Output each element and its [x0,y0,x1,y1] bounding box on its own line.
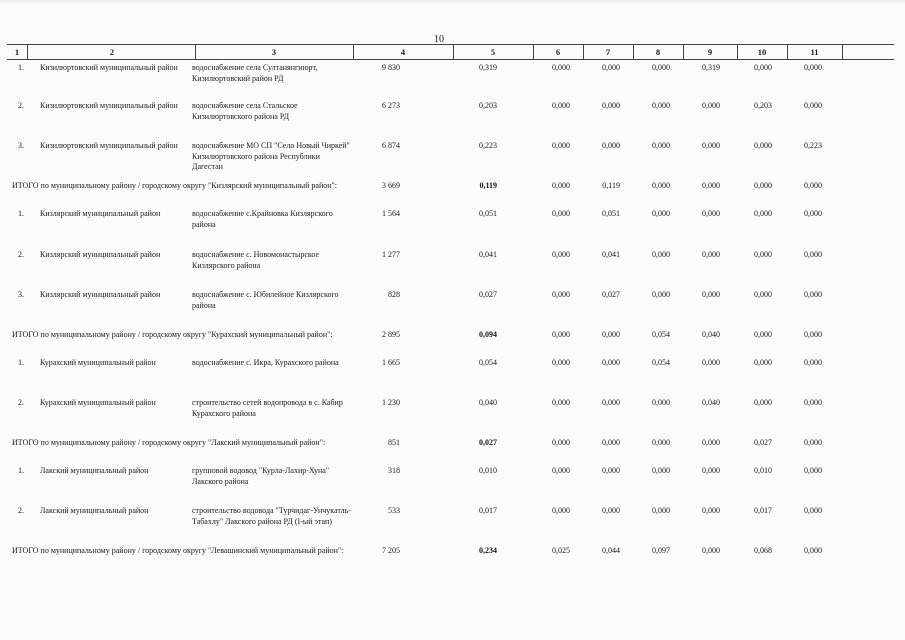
value-6: 0,000 [754,330,772,339]
col-header-4: 4 [400,47,406,57]
header-divider [453,44,454,59]
value-0: 1 277 [382,250,400,259]
value-3: 0,000 [602,438,620,447]
object-cell: водоснабжение с. Икра, Курахского района [192,358,339,367]
value-3: 0,119 [602,181,620,190]
value-0: 1 230 [382,398,400,407]
value-4: 0,000 [652,438,670,447]
value-0: 533 [388,506,400,515]
header-top-rule [7,44,894,45]
value-6: 0,000 [754,398,772,407]
header-divider [583,44,584,59]
value-2: 0,000 [552,290,570,299]
value-2: 0,000 [552,466,570,475]
district-cell: Кизлярский муниципальный район [40,290,161,299]
total-label: ИТОГО по муниципальному району / городскому округу "Левашинский муниципальный район": [12,546,344,555]
value-7: 0,000 [804,209,822,218]
value-3: 0,000 [602,101,620,110]
header-divider [787,44,788,59]
col-header-8: 8 [655,47,661,57]
row-number: 3. [18,141,24,150]
value-7: 0,000 [804,506,822,515]
value-0: 828 [388,290,400,299]
value-2: 0,000 [552,506,570,515]
value-5: 0,000 [702,438,720,447]
value-3: 0,027 [602,290,620,299]
district-cell: Кизилюртовский муниципальный район [40,101,178,110]
object-cell: водоснабжение села Султанянгиюрт, Кизилюртовский район РД [192,63,318,83]
value-5: 0,000 [702,466,720,475]
district-cell: Лакский муниципальный район [40,506,149,515]
scan-edge [0,0,905,4]
value-7: 0,000 [804,290,822,299]
value-5: 0,040 [702,398,720,407]
value-6: 0,017 [754,506,772,515]
object-cell: строительство сетей водопровода в с. Кабир Курахского района [192,398,343,418]
value-7: 0,000 [804,181,822,190]
header-divider [27,44,28,59]
value-0: 851 [388,438,400,447]
value-5: 0,000 [702,209,720,218]
value-5: 0,000 [702,358,720,367]
value-7: 0,223 [804,141,822,150]
value-0: 6 874 [382,141,400,150]
row-number: 2. [18,506,24,515]
value-4: 0,000 [652,101,670,110]
value-3: 0,000 [602,141,620,150]
value-0: 9 830 [382,63,400,72]
district-cell: Кизилюртовский муниципальный район [40,141,178,150]
value-0: 6 273 [382,101,400,110]
col-header-5: 5 [490,47,496,57]
header-divider [683,44,684,59]
row-number: 3. [18,290,24,299]
value-2: 0,000 [552,63,570,72]
value-0: 3 669 [382,181,400,190]
header-divider [633,44,634,59]
value-2: 0,025 [552,546,570,555]
value-1: 0,234 [479,546,497,555]
district-cell: Курахский муниципальный район [40,398,156,407]
value-1: 0,051 [479,209,497,218]
header-bottom-rule [7,59,894,60]
value-1: 0,041 [479,250,497,259]
value-0: 2 895 [382,330,400,339]
value-4: 0,000 [652,181,670,190]
value-4: 0,000 [652,63,670,72]
col-header-3: 3 [271,47,277,57]
col-header-7: 7 [605,47,611,57]
value-5: 0,000 [702,506,720,515]
header-divider [842,44,843,59]
value-6: 0,203 [754,101,772,110]
value-4: 0,000 [652,250,670,259]
value-2: 0,000 [552,181,570,190]
col-header-2: 2 [109,47,115,57]
row-number: 1. [18,63,24,72]
col-header-10: 10 [757,47,767,57]
value-3: 0,000 [602,506,620,515]
object-cell: водоснабжение с.Крайновка Кизлярского района [192,209,333,229]
value-3: 0,000 [602,466,620,475]
value-7: 0,000 [804,358,822,367]
row-number: 2. [18,250,24,259]
value-5: 0,040 [702,330,720,339]
value-6: 0,027 [754,438,772,447]
value-1: 0,040 [479,398,497,407]
value-4: 0,000 [652,506,670,515]
total-label: ИТОГО по муниципальному району / городскому округу "Курахский муниципальный район": [12,330,333,339]
value-7: 0,000 [804,438,822,447]
value-3: 0,000 [602,63,620,72]
value-1: 0,203 [479,101,497,110]
col-header-6: 6 [555,47,561,57]
value-5: 0,000 [702,141,720,150]
value-7: 0,000 [804,250,822,259]
value-7: 0,000 [804,398,822,407]
header-divider [353,44,354,59]
col-header-9: 9 [707,47,713,57]
value-7: 0,000 [804,101,822,110]
object-cell: групповой водовод "Курла-Лахир-Хуна" Лакского района [192,466,330,486]
value-1: 0,027 [479,290,497,299]
value-1: 0,319 [479,63,497,72]
value-0: 1 665 [382,358,400,367]
row-number: 1. [18,358,24,367]
value-4: 0,000 [652,209,670,218]
value-2: 0,000 [552,250,570,259]
value-0: 1 564 [382,209,400,218]
col-header-11: 11 [810,47,819,57]
value-1: 0,010 [479,466,497,475]
value-1: 0,094 [479,330,497,339]
page-number: 10 [434,34,444,45]
value-5: 0,000 [702,250,720,259]
value-1: 0,223 [479,141,497,150]
value-1: 0,017 [479,506,497,515]
col-header-1: 1 [14,47,20,57]
value-6: 0,000 [754,63,772,72]
value-4: 0,054 [652,358,670,367]
value-1: 0,027 [479,438,497,447]
value-0: 7 205 [382,546,400,555]
value-4: 0,000 [652,141,670,150]
value-5: 0,000 [702,290,720,299]
value-3: 0,041 [602,250,620,259]
object-cell: водоснабжение села Стальское Кизилюртовского района РД [192,101,298,121]
value-3: 0,000 [602,330,620,339]
value-6: 0,000 [754,209,772,218]
value-3: 0,051 [602,209,620,218]
row-number: 2. [18,398,24,407]
object-cell: водоснабжение с. Юбилейное Кизлярского района [192,290,339,310]
value-2: 0,000 [552,438,570,447]
row-number: 1. [18,209,24,218]
header-divider [737,44,738,59]
table-header [7,47,894,59]
district-cell: Кизилюртовский муниципальный район [40,63,178,72]
district-cell: Курахский муниципальный район [40,358,156,367]
object-cell: водоснабжение МО СП "Село Новый Чиркей" Кизилюртовского района Республики Дагестан [192,141,350,171]
value-2: 0,000 [552,330,570,339]
value-5: 0,000 [702,546,720,555]
value-3: 0,000 [602,398,620,407]
value-7: 0,000 [804,330,822,339]
value-4: 0,000 [652,466,670,475]
value-6: 0,000 [754,181,772,190]
value-2: 0,000 [552,209,570,218]
value-2: 0,000 [552,358,570,367]
value-6: 0,068 [754,546,772,555]
value-7: 0,000 [804,546,822,555]
row-number: 2. [18,101,24,110]
value-2: 0,000 [552,398,570,407]
value-7: 0,000 [804,63,822,72]
header-divider [533,44,534,59]
value-5: 0,319 [702,63,720,72]
total-label: ИТОГО по муниципальному району / городскому округу "Лакский муниципальный район": [12,438,326,447]
row-number: 1. [18,466,24,475]
value-5: 0,000 [702,181,720,190]
value-4: 0,097 [652,546,670,555]
value-1: 0,054 [479,358,497,367]
object-cell: водоснабжение с. Новомонастырское Кизлярского района [192,250,319,270]
value-6: 0,000 [754,141,772,150]
value-2: 0,000 [552,101,570,110]
value-6: 0,010 [754,466,772,475]
value-3: 0,044 [602,546,620,555]
value-6: 0,000 [754,250,772,259]
object-cell: строительство водовода "Турчидаг-Унчукатль-Табахлу" Лакского района РД (I-ый этап) [192,506,351,526]
district-cell: Кизлярский муниципальный район [40,209,161,218]
value-7: 0,000 [804,466,822,475]
value-2: 0,000 [552,141,570,150]
value-1: 0,119 [479,181,497,190]
total-label: ИТОГО по муниципальному району / городскому округу "Кизлярский муниципальный район": [12,181,337,190]
value-5: 0,000 [702,101,720,110]
header-divider [195,44,196,59]
value-6: 0,000 [754,358,772,367]
value-4: 0,000 [652,398,670,407]
value-6: 0,000 [754,290,772,299]
value-3: 0,000 [602,358,620,367]
district-cell: Лакский муниципальный район [40,466,149,475]
value-4: 0,054 [652,330,670,339]
district-cell: Кизлярский муниципальный район [40,250,161,259]
value-4: 0,000 [652,290,670,299]
value-0: 318 [388,466,400,475]
